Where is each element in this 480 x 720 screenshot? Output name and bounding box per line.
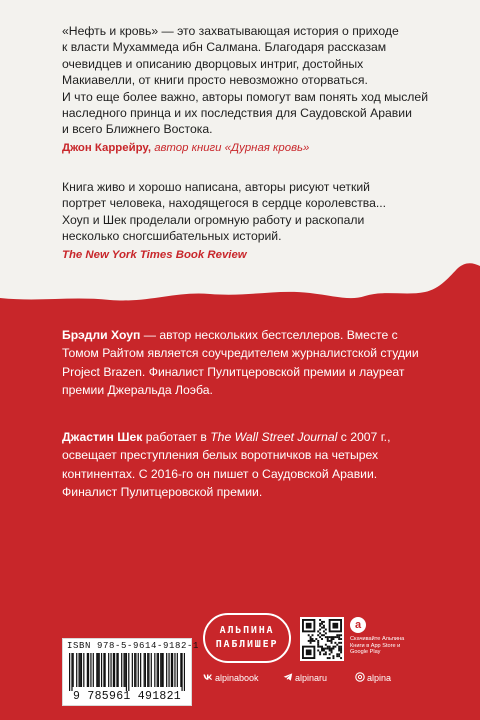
barcode-bar bbox=[158, 653, 159, 687]
qr-module bbox=[327, 640, 329, 642]
qr-module bbox=[331, 640, 333, 642]
qr-module bbox=[325, 653, 327, 655]
social-vk bbox=[203, 671, 259, 685]
qr-module bbox=[319, 653, 321, 655]
qr-module bbox=[336, 634, 338, 636]
quote-1-line: к власти Мухаммеда ибн Салмана. Благодаря рассказам bbox=[62, 40, 387, 55]
barcode-bar bbox=[171, 653, 172, 687]
quote-2 bbox=[62, 179, 432, 263]
barcode-bar bbox=[105, 653, 106, 687]
qr-module bbox=[327, 646, 329, 648]
barcode-bar bbox=[138, 653, 139, 687]
barcode-bar bbox=[128, 653, 129, 691]
qr-code bbox=[300, 617, 344, 661]
qr-module bbox=[317, 630, 319, 632]
qr-module bbox=[334, 642, 336, 644]
qr-module bbox=[329, 640, 331, 642]
qr-module bbox=[313, 640, 315, 642]
qr-module bbox=[323, 653, 325, 655]
social-vk-label: alpinabook bbox=[215, 673, 259, 683]
qr-module bbox=[321, 649, 323, 651]
telegram-icon bbox=[283, 672, 293, 682]
quote-1-work: автор книги «Дурная кровь» bbox=[154, 141, 310, 154]
quote-1 bbox=[62, 23, 432, 156]
qr-module bbox=[319, 646, 321, 648]
barcode-bar bbox=[113, 653, 114, 687]
qr-module bbox=[331, 648, 333, 650]
quote-1-line: И что еще более важно, авторы помогут вам понять ход мыслей bbox=[62, 89, 429, 104]
quote-2-line: Хоуп и Шек проделали огромную работу и раскопали bbox=[62, 212, 365, 227]
qr-module bbox=[338, 649, 340, 651]
bio-hope-name: Брэдли Хоуп bbox=[62, 328, 141, 342]
barcode-bar bbox=[110, 653, 111, 687]
barcode-bar bbox=[154, 653, 155, 687]
barcode-bar bbox=[160, 653, 161, 687]
barcode-bar bbox=[118, 653, 119, 687]
qr-module bbox=[329, 657, 331, 659]
qr-module bbox=[306, 623, 312, 629]
qr-module bbox=[306, 649, 312, 655]
qr-module bbox=[321, 638, 323, 640]
barcode-bar bbox=[148, 653, 149, 687]
publisher-logo bbox=[203, 613, 291, 663]
bio-scheck-italic: The Wall Street Journal bbox=[210, 430, 338, 444]
barcode-bar bbox=[157, 653, 158, 687]
qr-module bbox=[336, 636, 338, 638]
qr-module bbox=[319, 636, 321, 638]
qr-module bbox=[308, 640, 310, 642]
barcode-bar bbox=[135, 653, 136, 687]
barcode-bar bbox=[177, 653, 178, 687]
vk-icon bbox=[203, 672, 213, 682]
quote-1-line: «Нефть и кровь» — это захватывающая история о приходе bbox=[62, 24, 399, 38]
barcode-bar bbox=[69, 653, 70, 691]
qr-module bbox=[332, 623, 338, 629]
qr-module bbox=[319, 632, 321, 634]
qr-module bbox=[327, 638, 329, 640]
qr-module bbox=[329, 653, 331, 655]
quote-2-line: несколько сногсшибательных историй. bbox=[62, 229, 282, 244]
barcode-bar bbox=[76, 653, 77, 687]
qr-module bbox=[321, 646, 323, 648]
barcode-bar bbox=[174, 653, 175, 687]
qr-module bbox=[317, 634, 319, 636]
app-badge bbox=[350, 617, 412, 661]
qr-module bbox=[332, 646, 334, 648]
qr-module bbox=[315, 638, 317, 640]
quote-1-line: и всего Ближнего Востока. bbox=[62, 122, 213, 137]
qr-module bbox=[327, 657, 329, 659]
qr-module bbox=[329, 648, 331, 650]
bio-scheck-text-after: с 2007 г., освещает преступления белых воротничков на четырех континентах. С 2016-го он пишет о Саудовской Аравии. Финалист Пулитцеровской премии. bbox=[62, 430, 391, 500]
qr-module bbox=[331, 642, 333, 644]
qr-module bbox=[308, 634, 310, 636]
barcode-block bbox=[62, 638, 200, 706]
qr-module bbox=[310, 638, 312, 640]
qr-module bbox=[319, 623, 321, 625]
qr-module bbox=[319, 651, 321, 653]
qr-module bbox=[325, 636, 327, 638]
qr-module bbox=[340, 657, 342, 659]
qr-module bbox=[340, 648, 342, 650]
qr-module bbox=[317, 646, 319, 648]
barcode-bar bbox=[145, 653, 146, 687]
qr-module bbox=[340, 638, 342, 640]
barcode-bar bbox=[87, 653, 88, 687]
barcode-bar bbox=[163, 653, 164, 687]
app-logo-icon: a bbox=[350, 617, 366, 633]
qr-module bbox=[338, 642, 340, 644]
qr-module bbox=[340, 634, 342, 636]
quote-1-line: Макиавелли, от книги просто невозможно оторваться. bbox=[62, 73, 368, 88]
quote-2-source: The New York Times Book Review bbox=[62, 248, 247, 261]
barcode-bar bbox=[83, 653, 84, 687]
quote-1-attribution bbox=[62, 140, 432, 156]
social-at bbox=[355, 671, 391, 685]
barcode-bar bbox=[168, 653, 169, 687]
barcode-bar bbox=[151, 653, 152, 687]
quote-1-line: очевидцев и описанию дворцовых интриг, достойных bbox=[62, 56, 364, 71]
barcode-bar bbox=[180, 653, 181, 687]
qr-module bbox=[317, 642, 319, 644]
barcode-bar bbox=[97, 653, 98, 687]
barcode-bar bbox=[140, 653, 141, 687]
isbn-text: ISBN 978-5-9614-9182-1 bbox=[67, 641, 200, 651]
qr-module bbox=[336, 644, 338, 646]
qr-module bbox=[329, 636, 331, 638]
qr-module bbox=[321, 621, 323, 623]
qr-module bbox=[325, 632, 327, 634]
qr-module bbox=[334, 646, 336, 648]
bio-hope-text: — автор нескольких бестселлеров. Вместе с Томом Райтом является соучредителем журналистской студии Project Brazen. Финалист Пулитцеровской премии и лауреат премии Джеральда Лоэба. bbox=[62, 328, 419, 398]
barcode-bar bbox=[88, 653, 89, 687]
qr-module bbox=[323, 630, 325, 632]
qr-module bbox=[321, 627, 323, 629]
qr-module bbox=[327, 636, 329, 638]
qr-module bbox=[317, 644, 319, 646]
logo-line-2: ПАБЛИШЕР bbox=[215, 639, 279, 650]
qr-module bbox=[325, 644, 327, 646]
bio-hope bbox=[62, 326, 422, 400]
qr-module bbox=[332, 638, 334, 640]
barcode-bar bbox=[90, 653, 91, 687]
qr-module bbox=[325, 648, 327, 650]
app-text: Скачивайте Альпина Книги в App Store и Google Play bbox=[350, 636, 405, 656]
qr-module bbox=[310, 640, 312, 642]
barcode-bar bbox=[132, 653, 133, 687]
barcode-bar bbox=[161, 653, 162, 687]
qr-module bbox=[312, 638, 314, 640]
qr-module bbox=[340, 646, 342, 648]
social-at-label: alpina bbox=[367, 673, 392, 683]
barcode-bar bbox=[96, 653, 97, 687]
qr-module bbox=[321, 634, 323, 636]
qr-module bbox=[331, 649, 333, 651]
barcode-bar bbox=[125, 653, 126, 687]
barcode-bar bbox=[81, 653, 82, 687]
social-telegram-label: alpinaru bbox=[295, 673, 328, 683]
barcode-bar bbox=[71, 653, 72, 691]
barcode-bar bbox=[172, 653, 173, 687]
barcode-bar bbox=[78, 653, 79, 687]
qr-module bbox=[312, 634, 314, 636]
qr-module bbox=[340, 651, 342, 653]
barcode-bar bbox=[101, 653, 102, 687]
qr-module bbox=[323, 625, 325, 627]
qr-module bbox=[338, 634, 340, 636]
barcode-bar bbox=[134, 653, 135, 687]
qr-module bbox=[317, 649, 319, 651]
qr-module bbox=[319, 619, 321, 621]
at-icon bbox=[355, 672, 365, 682]
barcode-bar bbox=[147, 653, 148, 687]
qr-module bbox=[323, 649, 325, 651]
barcode-bar bbox=[126, 653, 127, 691]
social-telegram bbox=[283, 671, 327, 685]
bio-scheck-text-before: работает в bbox=[142, 430, 211, 444]
qr-module bbox=[312, 640, 314, 642]
qr-module bbox=[336, 655, 338, 657]
qr-module bbox=[334, 636, 336, 638]
qr-module bbox=[329, 649, 331, 651]
qr-module bbox=[319, 629, 321, 631]
qr-module bbox=[327, 648, 329, 650]
quote-1-author: Джон Каррейру, bbox=[62, 141, 152, 154]
bio-scheck bbox=[62, 428, 422, 502]
qr-module bbox=[325, 651, 327, 653]
qr-module bbox=[319, 625, 321, 627]
qr-module bbox=[332, 657, 334, 659]
qr-module bbox=[310, 636, 312, 638]
barcode-bar bbox=[116, 653, 117, 687]
qr-module bbox=[323, 627, 325, 629]
qr-module bbox=[325, 629, 327, 631]
qr-module bbox=[323, 621, 325, 623]
qr-module bbox=[338, 646, 340, 648]
barcode-bar bbox=[181, 653, 182, 691]
barcode-bar bbox=[123, 653, 124, 687]
barcode-bar bbox=[166, 653, 167, 687]
qr-module bbox=[321, 648, 323, 650]
barcode-bar bbox=[93, 653, 94, 687]
quote-2-line: портрет человека, находящегося в сердце королевства... bbox=[62, 196, 387, 211]
qr-module bbox=[338, 655, 340, 657]
barcode-bar bbox=[73, 653, 74, 687]
social-links bbox=[203, 671, 443, 685]
qr-module bbox=[317, 640, 319, 642]
barcode-bar bbox=[144, 653, 145, 687]
qr-module bbox=[338, 648, 340, 650]
barcode-bar bbox=[184, 653, 185, 691]
qr-module bbox=[331, 636, 333, 638]
qr-module bbox=[332, 648, 334, 650]
qr-module bbox=[329, 646, 331, 648]
qr-module bbox=[323, 634, 325, 636]
qr-module bbox=[321, 623, 323, 625]
qr-module bbox=[323, 648, 325, 650]
qr-module bbox=[310, 642, 312, 644]
barcode-bars bbox=[69, 653, 185, 691]
qr-module bbox=[338, 638, 340, 640]
bio-scheck-name: Джастин Шек bbox=[62, 430, 143, 444]
qr-module bbox=[338, 653, 340, 655]
barcode-digits: 9 785961 491821 bbox=[72, 690, 182, 703]
qr-module bbox=[331, 638, 333, 640]
barcode-bar bbox=[80, 653, 81, 687]
barcode-bar bbox=[114, 653, 115, 687]
logo-line-1: АЛЬПИНА bbox=[219, 625, 275, 636]
barcode-bar bbox=[99, 653, 100, 687]
qr-module bbox=[338, 636, 340, 638]
barcode-bar bbox=[108, 653, 109, 687]
quote-2-line: Книга живо и хорошо написана, авторы рисуют четкий bbox=[62, 180, 370, 194]
qr-module bbox=[332, 636, 334, 638]
barcode-bar bbox=[121, 653, 122, 687]
qr-module bbox=[336, 653, 338, 655]
qr-module bbox=[340, 649, 342, 651]
barcode-bar bbox=[103, 653, 104, 687]
qr-module bbox=[332, 655, 334, 657]
qr-module bbox=[331, 651, 333, 653]
quote-1-line: наследного принца и их последствия для Саудовской Аравии bbox=[62, 106, 412, 121]
qr-module bbox=[340, 642, 342, 644]
